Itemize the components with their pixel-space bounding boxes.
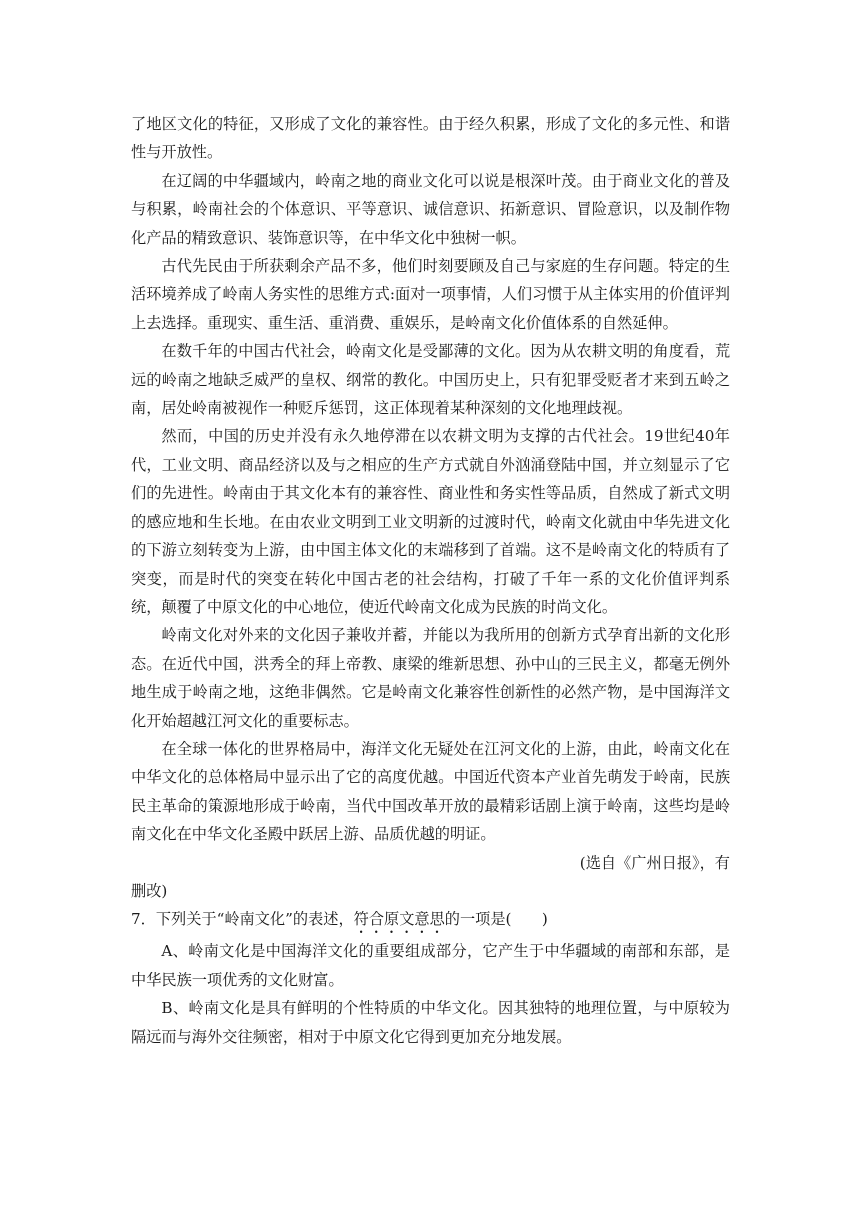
- paragraph-ancient-society: 在数千年的中国古代社会，岭南文化是受鄙薄的文化。因为从农耕文明的角度看，荒远的岭南之地缺乏威严的皇权、纲常的教化。中国历史上，只有犯罪受贬者才来到五岭之南，居处岭南被视作一种贬斥惩罚，这正体现着某种深刻的文化地理歧视。: [131, 342, 730, 418]
- paragraph-modern-transition: 然而，中国的历史并没有永久地停滞在以农耕文明为支撑的古代社会。19世纪40年代，工业文明、商品经济以及与之相应的生产方式就自外汹涌登陆中国，并立刻显示了它们的先进性。岭南由于其文化本有的兼容性、商业性和务实性等品质，自然成了新式文明的感应地和生长地。在由农业文明到工业文明新的过渡时代，岭南文化就由中华先进文化的下游立刻转变为上游，由中国主体文化的末端移到了首端。这不是岭南文化的特质有了突变，而是时代的突变在转化中国古老的社会结构，打破了千年一系的文化价值评判系统，颠覆了中原文化的中心地位，使近代岭南文化成为民族的时尚文化。: [131, 427, 730, 616]
- question-prefix: 7．下列关于“岭南文化”的表述，: [131, 910, 354, 929]
- option-a: A、岭南文化是中国海洋文化的重要组成部分，它产生于中华疆域的南部和东部，是中华民族一项优秀的文化财富。: [131, 942, 730, 989]
- paragraph-innovation: 岭南文化对外来的文化因子兼收并蓄，并能以为我所用的创新方式孕育出新的文化形态。在近代中国，洪秀全的拜上帝教、康梁的维新思想、孙中山的三民主义，都毫无例外地生成于岭南之地，这绝非偶然。它是岭南文化兼容性创新性的必然产物，是中国海洋文化开始超越江河文化的重要标志。: [131, 626, 730, 730]
- article-body: [131, 110, 730, 1051]
- question-emphasis: 符合原文意思: [353, 910, 445, 929]
- option-b: B、岭南文化是具有鲜明的个性特质的中华文化。因其独特的地理位置，与中原较为隔远而与海外交往频密，相对于中原文化它得到更加充分地发展。: [131, 999, 730, 1046]
- paragraph-globalization: 在全球一体化的世界格局中，海洋文化无疑处在江河文化的上游，由此，岭南文化在中华文化的总体格局中显示出了它的高度优越。中国近代资本产业首先萌发于岭南，民族民主革命的策源地形成于岭南，当代中国改革开放的最精彩话剧上演于岭南，这些均是岭南文化在中华文化圣殿中跃居上游、品质优越的明证。: [131, 739, 730, 844]
- paragraph-pragmatic-thinking: 古代先民由于所获剩余产品不多，他们时刻要顾及自己与家庭的生存问题。特定的生活环境养成了岭南人务实性的思维方式:面对一项事情，人们习惯于从主体实用的价值评判上去选择。重现实、重生活、重消费、重娱乐，是岭南文化价值体系的自然延伸。: [131, 257, 730, 332]
- question-7: [131, 905, 730, 937]
- source-citation: (选自《广州日报》，有: [579, 853, 730, 872]
- paragraph-continued: 了地区文化的特征，又形成了文化的兼容性。由于经久积累，形成了文化的多元性、和谐性与开放性。: [131, 115, 730, 162]
- question-suffix: 的一项是( ): [444, 910, 548, 929]
- source-citation-continued: 删改): [131, 881, 168, 900]
- paragraph-commercial-culture: 在辽阔的中华疆域内，岭南之地的商业文化可以说是根深叶茂。由于商业文化的普及与积累，岭南社会的个体意识、平等意识、诚信意识、拓新意识、冒险意识，以及制作物化产品的精致意识、装饰意识等，在中华文化中独树一帜。: [131, 171, 730, 247]
